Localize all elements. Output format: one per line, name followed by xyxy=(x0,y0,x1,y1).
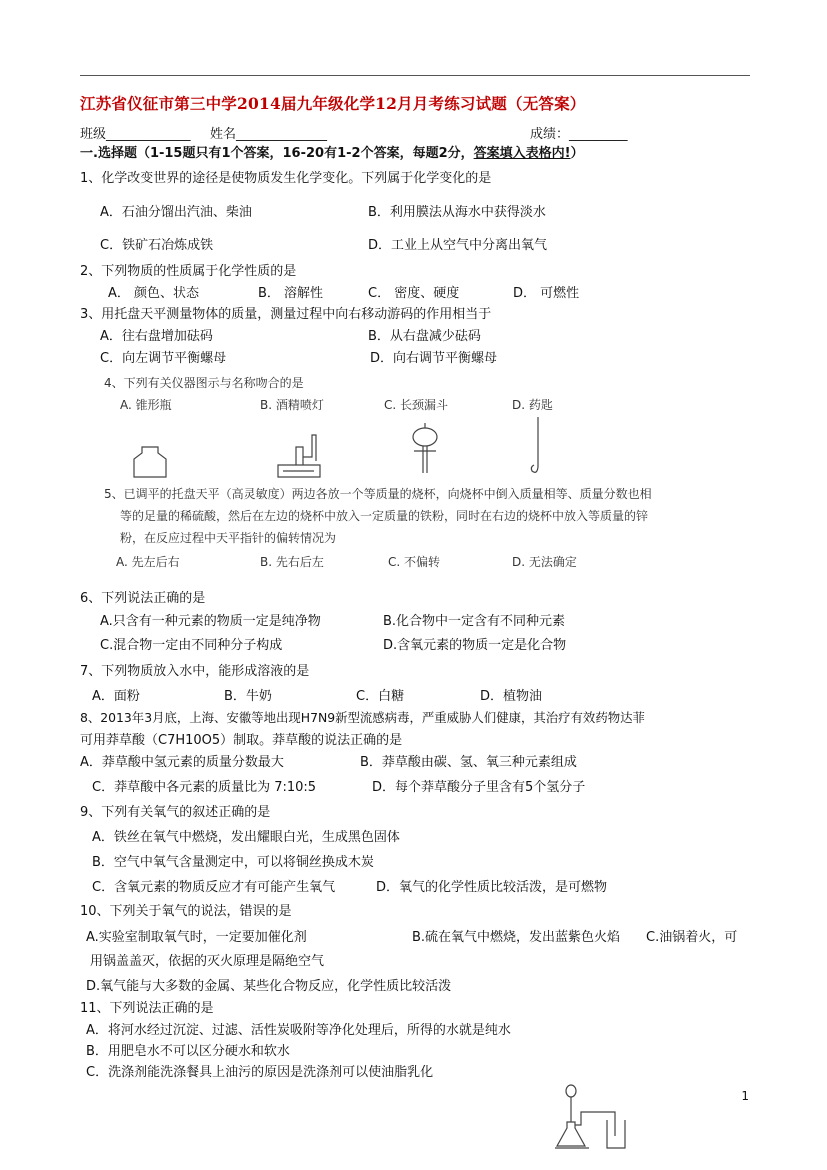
q7-option-d: D．植物油 xyxy=(480,689,543,704)
q10-stem: 10、下列关于氧气的说法，错误的是 xyxy=(80,904,292,919)
q2-option-b: B． 溶解性 xyxy=(258,286,324,301)
q5-option-d: D. 无法确定 xyxy=(512,555,577,569)
spoon-figure xyxy=(531,417,538,472)
q2-option-d: D． 可燃性 xyxy=(513,286,580,301)
q8-option-d: D．每个莽草酸分子里含有5个氢分子 xyxy=(372,780,586,795)
q6-option-c: C.混合物一定由不同种分子构成 xyxy=(100,638,283,653)
page-number: 1 xyxy=(741,1089,749,1103)
q9-option-d: D．氧气的化学性质比较活泼，是可燃物 xyxy=(376,880,608,895)
name-field: 姓名______________ xyxy=(210,127,328,142)
q8-line2: 可用莽草酸（C7H10O5）制取。莽草酸的说法正确的是 xyxy=(80,733,403,748)
q10-option-b: B.硫在氧气中燃烧，发出蓝紫色火焰 xyxy=(412,930,621,945)
q9-stem: 9、下列有关氧气的叙述正确的是 xyxy=(80,805,271,820)
page-title: 江苏省仪征市第三中学2014届九年级化学12月月考练习试题（无答案） xyxy=(80,94,586,113)
q6-stem: 6、下列说法正确的是 xyxy=(80,591,206,606)
q9-option-b: B．空气中氧气含量测定中，可以将铜丝换成木炭 xyxy=(92,855,374,870)
q1-option-b: B．利用膜法从海水中获得淡水 xyxy=(368,205,546,220)
q1-option-d: D．工业上从空气中分离出氧气 xyxy=(368,238,548,253)
class-field: 班级_____________ xyxy=(80,127,191,142)
q11-option-b: B．用肥皂水不可以区分硬水和软水 xyxy=(86,1044,290,1059)
q1-option-c: C．铁矿石冶炼成铁 xyxy=(100,238,214,253)
q3-option-c: C．向左调节平衡螺母 xyxy=(100,351,227,366)
q3-option-a: A．往右盘增加砝码 xyxy=(100,329,213,344)
q10-option-d: D.氧气能与大多数的金属、某些化合物反应，化学性质比较活泼 xyxy=(86,979,452,994)
q4-option-d: D. 药匙 xyxy=(512,398,553,412)
q4-option-a: A. 锥形瓶 xyxy=(120,398,172,412)
q11-option-a: A．将河水经过沉淀、过滤、活性炭吸附等净化处理后，所得的水就是纯水 xyxy=(86,1023,511,1038)
q4-stem: 4、下列有关仪器图示与名称吻合的是 xyxy=(104,376,304,390)
q9-option-c: C．含氧元素的物质反应才有可能产生氧气 xyxy=(92,880,336,895)
q4-option-b: B. 酒精喷灯 xyxy=(260,398,324,412)
q5-option-a: A. 先左后右 xyxy=(116,555,180,569)
q1-option-a: A．石油分馏出汽油、柴油 xyxy=(100,205,252,220)
header-rule xyxy=(80,75,750,76)
q6-option-a: A.只含有一种元素的物质一定是纯净物 xyxy=(100,614,321,629)
q3-option-b: B．从右盘减少砝码 xyxy=(368,329,481,344)
q4-option-c: C. 长颈漏斗 xyxy=(384,398,449,412)
alcohol-lamp-figure xyxy=(278,435,320,477)
q4-apparatus-figures xyxy=(100,415,580,485)
q3-option-d: D．向右调节平衡螺母 xyxy=(370,351,498,366)
q5-option-c: C. 不偏转 xyxy=(388,555,441,569)
q10-option-a: A.实验室制取氧气时，一定要加催化剂 xyxy=(86,930,307,945)
q7-option-a: A．面粉 xyxy=(92,689,140,704)
q11-stem: 11、下列说法正确的是 xyxy=(80,1001,214,1016)
q6-option-b: B.化合物中一定含有不同种元素 xyxy=(383,614,566,629)
section-emphasis: 答案填入表格内! xyxy=(473,146,571,161)
q11-option-c: C．洗涤剂能洗涤餐具上油污的原因是洗涤剂可以使油脂乳化 xyxy=(86,1065,434,1080)
q8-option-b: B．莽草酸由碳、氢、氧三种元素组成 xyxy=(360,755,577,770)
q5-line3: 粉，在反应过程中天平指针的偏转情况为 xyxy=(120,531,337,545)
q8-option-a: A．莽草酸中氢元素的质量分数最大 xyxy=(80,755,284,770)
section-prefix: 一.选择题（1-15题只有1个答案，16-20有1-2个答案，每题2分， xyxy=(80,146,474,161)
section-suffix: ） xyxy=(570,146,584,161)
q5-line2: 等的足量的稀硫酸，然后在左边的烧杯中放入一定质量的铁粉，同时在右边的烧杯中放入等质量的锌 xyxy=(120,509,649,523)
q2-option-c: C． 密度、硬度 xyxy=(368,286,460,301)
q8-line1: 8、2013年3月底，上海、安徽等地出现H7N9新型流感病毒，严重威胁人们健康，其治疗有效药物达菲 xyxy=(80,710,645,725)
q3-stem: 3、用托盘天平测量物体的质量，测量过程中向右移动游码的作用相当于 xyxy=(80,307,492,322)
flask-figure xyxy=(134,447,166,477)
q5-line1: 5、已调平的托盘天平（高灵敏度）两边各放一个等质量的烧杯，向烧杯中倒入质量相等、质量分数也相 xyxy=(104,487,652,501)
funnel-figure xyxy=(413,423,437,473)
q7-option-c: C．白糖 xyxy=(356,689,405,704)
q9-option-a: A．铁丝在氧气中燃烧，发出耀眼白光，生成黑色固体 xyxy=(92,830,400,845)
q10-option-c: C.油锅着火，可 xyxy=(646,930,738,945)
q8-option-c: C．莽草酸中各元素的质量比为 7:10:5 xyxy=(92,780,317,795)
score-field: 成绩：_________ xyxy=(530,127,628,142)
q5-option-b: B. 先右后左 xyxy=(260,555,324,569)
section-heading xyxy=(80,142,584,161)
q2-stem: 2、下列物质的性质属于化学性质的是 xyxy=(80,264,297,279)
q10-option-c-cont: 用锅盖盖灭，依据的灭火原理是隔绝空气 xyxy=(90,954,325,969)
q2-option-a: A． 颜色、状态 xyxy=(108,286,200,301)
q7-option-b: B．牛奶 xyxy=(224,689,272,704)
q7-stem: 7、下列物质放入水中，能形成溶液的是 xyxy=(80,664,310,679)
gas-apparatus-figure xyxy=(545,1078,635,1153)
q6-option-d: D.含氧元素的物质一定是化合物 xyxy=(383,638,567,653)
q1-stem: 1、化学改变世界的途径是使物质发生化学变化。下列属于化学变化的是 xyxy=(80,171,492,186)
